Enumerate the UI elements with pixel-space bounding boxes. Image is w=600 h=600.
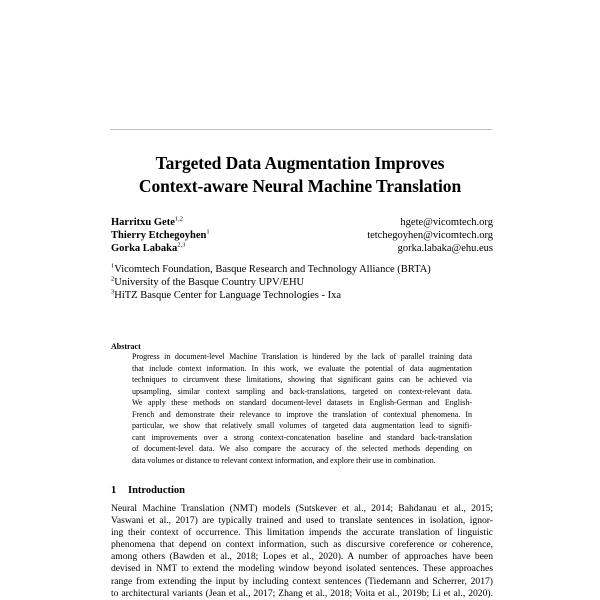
affiliation-text: HiTZ Basque Center for Language Technologies - Ixa xyxy=(114,290,342,301)
body-line: among others (Bawden et al., 2018; Lopes et al., 2020). A number of approaches have been xyxy=(111,551,493,563)
author-email[interactable]: gorka.labaka@ehu.eus xyxy=(397,243,493,254)
section-heading-introduction xyxy=(111,484,185,497)
paper-title-line: Context-aware Neural Machine Translation xyxy=(138,176,462,196)
body-line: phenomena that depend on context information, such as discursive coreference or coherence, xyxy=(111,539,493,551)
affiliation-item xyxy=(111,289,493,302)
title-top-rule xyxy=(110,129,492,130)
body-line: devised in NMT to extend the modeling window beyond isolated sentences. These approaches xyxy=(111,563,493,575)
author-name-wrap xyxy=(111,216,183,229)
introduction-body xyxy=(111,503,493,600)
abstract-line: French and demonstrate their relevance to improve the translation of contextual phenomena. In xyxy=(132,409,472,419)
body-line: Neural Machine Translation (NMT) models (Sutskever et al., 2014; Bahdanau et al., 2015; xyxy=(111,503,493,514)
abstract-line: of document-level data. We also compare the accuracy of the selected methods depending on xyxy=(132,444,472,454)
affiliation-text: Vicomtech Foundation, Basque Research and Technology Alliance (BRTA) xyxy=(114,264,431,275)
author-row xyxy=(111,216,493,229)
author-affiliation-mark: 1 xyxy=(206,228,210,236)
abstract-line: We apply these methods on standard document-level datasets in English-German and English- xyxy=(132,398,472,408)
author-name: Thierry Etchegoyhen xyxy=(111,230,207,241)
body-line: range from extending the input by including context sentences (Tiedemann and Scherrer, 2017) xyxy=(111,575,493,587)
affiliation-mark: 3 xyxy=(111,288,115,296)
abstract-line: that include context information. In this work, we evaluate the potential of data augmentation xyxy=(132,363,472,373)
affiliation-text: University of the Basque Country UPV/EHU xyxy=(114,277,305,288)
author-block xyxy=(111,216,493,255)
affiliation-mark: 2 xyxy=(111,275,115,283)
author-affiliation-mark: 1,2 xyxy=(174,215,183,223)
section-number: 1 xyxy=(111,485,117,496)
abstract-line: upsampling, similar context sampling and back-translations, targeted on context-relevant data. xyxy=(132,386,472,396)
author-row xyxy=(111,242,493,255)
author-affiliation-mark: 2,3 xyxy=(177,241,186,249)
body-line: ing their context of occurrence. This limitation impends the accurate translation of linguistic xyxy=(111,527,493,539)
affiliation-list xyxy=(111,263,493,302)
author-row xyxy=(111,229,493,242)
author-name: Gorka Labaka xyxy=(111,243,178,254)
section-title: Introduction xyxy=(128,485,185,496)
abstract-line: techniques to circumvent these limitations, showing that significant gains can be achieved via xyxy=(132,375,472,385)
paper-title-line: Targeted Data Augmentation Improves xyxy=(155,153,445,173)
abstract-heading: Abstract xyxy=(111,342,141,351)
abstract-line: Progress in document-level Machine Translation is hindered by the lack of parallel training data xyxy=(132,352,472,361)
affiliation-item xyxy=(111,276,493,289)
author-name-wrap xyxy=(111,242,185,255)
affiliation-mark: 1 xyxy=(111,262,115,270)
abstract-body xyxy=(132,351,472,466)
author-name-wrap xyxy=(111,229,210,242)
abstract-line: cant improvements over a strong context-concatenation baseline and standard back-translation xyxy=(132,432,472,442)
affiliation-item xyxy=(111,263,493,276)
paper-title xyxy=(100,152,500,198)
body-line: Vaswani et al., 2017) are typically trained and used to translate sentences in isolation, ignor- xyxy=(111,515,493,527)
abstract-line: data volumes or distance to relevant context information, and explore their use in combination. xyxy=(132,455,436,465)
author-email[interactable]: tetchegoyhen@vicomtech.org xyxy=(367,230,493,241)
author-email[interactable]: hgete@vicomtech.org xyxy=(400,217,493,228)
abstract-line: particular, we show that relatively small volumes of targeted data augmentation lead to signifi- xyxy=(132,421,472,431)
author-name: Harritxu Gete xyxy=(111,217,175,228)
body-line: to architectural variants (Jean et al., 2017; Zhang et al., 2018; Voita et al., 2019b; Li et al., 2020). xyxy=(111,587,493,599)
